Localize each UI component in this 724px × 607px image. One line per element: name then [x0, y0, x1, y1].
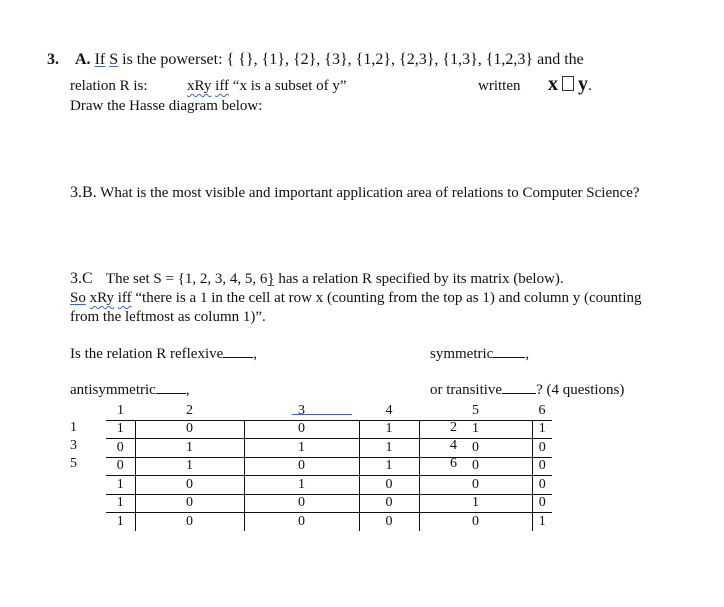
matrix-cell: 0: [244, 513, 359, 531]
period: .: [588, 78, 592, 94]
question-number: 3.: [47, 51, 59, 68]
col-header: 6: [538, 402, 546, 418]
row-label-right: 2: [450, 420, 457, 435]
matrix-cell: 0: [532, 494, 552, 513]
col-header: 2: [186, 402, 193, 418]
iff-text-2: iff: [117, 290, 132, 306]
reflexive-question: Is the relation R reflexive ,: [70, 346, 258, 362]
subset-quote: “x is a subset of y”: [232, 78, 347, 94]
matrix-cell: 0: [419, 513, 532, 531]
question-3b-text: What is the most visible and important application area of relations to Computer Science?: [100, 185, 640, 201]
question-3b-label: 3.B.: [70, 184, 97, 201]
relation-label: relation R is:: [70, 78, 148, 94]
matrix-cell: 1: [106, 420, 135, 439]
matrix-cell: 0: [532, 439, 552, 458]
question-3c-line2: [70, 290, 642, 307]
row-label-left: 1: [70, 420, 77, 435]
matrix-cell: 0: [359, 476, 419, 495]
col-header: 1: [117, 402, 124, 418]
matrix-cell: 0: [244, 494, 359, 513]
matrix-row: [106, 457, 552, 476]
matrix-cell: 0: [106, 457, 135, 476]
question-count: ? (4 questions): [536, 382, 625, 398]
matrix-cell: 1: [359, 439, 419, 458]
matrix-cell: 1: [244, 439, 359, 458]
matrix-cell: 0: [244, 457, 359, 476]
relation-matrix: [106, 402, 552, 531]
transitive-label: or transitive: [430, 382, 503, 398]
relation-rule: “there is a 1 in the cell at row x (counting from the top as 1) and column y (counting: [135, 290, 642, 306]
reflexive-blank[interactable]: [223, 345, 253, 358]
matrix-cell: 1: [419, 420, 532, 439]
matrix-cell: 0: [532, 457, 552, 476]
row-label-right: 6: [450, 456, 457, 471]
part-label: A.: [75, 51, 91, 68]
matrix-row: [106, 476, 552, 495]
matrix-row: [106, 494, 552, 513]
matrix-cell: 0: [359, 513, 419, 531]
x-symbol: x: [548, 73, 558, 95]
symmetric-question: symmetric ,: [430, 346, 530, 362]
question-3c-label: 3.C: [70, 270, 93, 287]
so-word: So: [70, 290, 86, 306]
matrix-cell: 0: [419, 457, 532, 476]
matrix-cell: 1: [532, 420, 552, 439]
if-word: If: [94, 51, 106, 68]
missing-glyph-icon: [562, 76, 574, 91]
xry-text-2: xRy: [89, 290, 114, 306]
matrix-cell: 0: [135, 494, 244, 513]
symmetric-blank[interactable]: [493, 345, 525, 358]
matrix-cell: 0: [359, 494, 419, 513]
question-3b: [70, 184, 640, 202]
matrix-row: [106, 420, 552, 439]
row-label-left: 3: [70, 438, 77, 453]
matrix-header-row: [106, 402, 552, 420]
matrix-cell: 1: [135, 457, 244, 476]
transitive-blank[interactable]: [502, 381, 536, 394]
antisymmetric-question: antisymmetric ,: [70, 382, 190, 398]
matrix-cell: 1: [244, 476, 359, 495]
y-symbol: y: [578, 73, 588, 95]
antisymmetric-label: antisymmetric: [70, 382, 156, 398]
col-header: 5: [472, 402, 479, 418]
question-3c-line3: from the leftmost as column 1)”.: [70, 309, 266, 325]
symmetric-label: symmetric: [430, 346, 494, 362]
matrix-cell: 1: [532, 513, 552, 531]
question-3c-line1: [70, 270, 564, 288]
written-label: written: [478, 78, 521, 94]
matrix-cell: 0: [135, 513, 244, 531]
matrix-cell: 1: [135, 439, 244, 458]
matrix-cell: 0: [532, 476, 552, 495]
matrix-intro: has a relation R specified by its matrix (below).: [278, 271, 564, 287]
set-close-brace: }: [267, 271, 275, 287]
matrix-cell: 0: [419, 476, 532, 495]
matrix-cell: 0: [244, 420, 359, 439]
antisymmetric-blank[interactable]: [156, 381, 186, 394]
transitive-question: [430, 381, 624, 399]
subset-notation: [548, 73, 592, 96]
powerset-text: is the powerset: { {}, {1}, {2}, {3}, {1,2}, {2,3}, {1,3}, {1,2,3} and the: [122, 51, 584, 68]
matrix-cell: 0: [135, 476, 244, 495]
hasse-instruction: Draw the Hasse diagram below:: [70, 98, 263, 114]
matrix-cell: 1: [419, 494, 532, 513]
matrix-cell: 1: [359, 420, 419, 439]
matrix-cell: 1: [106, 513, 135, 531]
xry-text: xRy: [187, 78, 212, 94]
matrix-cell: 1: [106, 476, 135, 495]
matrix-cell: 0: [135, 420, 244, 439]
reflexive-label: Is the relation R reflexive: [70, 346, 224, 362]
row-label-right: 4: [450, 438, 457, 453]
relation-definition: [187, 78, 347, 95]
matrix-cell: 0: [419, 439, 532, 458]
question-3a-line1: [47, 51, 584, 69]
matrix-cell: 0: [106, 439, 135, 458]
s-word: S: [109, 51, 119, 68]
row-label-left: 5: [70, 456, 77, 471]
matrix-row: [106, 439, 552, 458]
iff-text: iff: [215, 78, 230, 94]
matrix-row: [106, 513, 552, 531]
matrix-cell: 1: [106, 494, 135, 513]
set-definition: The set S = {1, 2, 3, 4, 5, 6: [105, 271, 268, 287]
col-header: 4: [385, 402, 393, 418]
col-header: 3: [298, 402, 305, 418]
matrix-cell: 1: [359, 457, 419, 476]
